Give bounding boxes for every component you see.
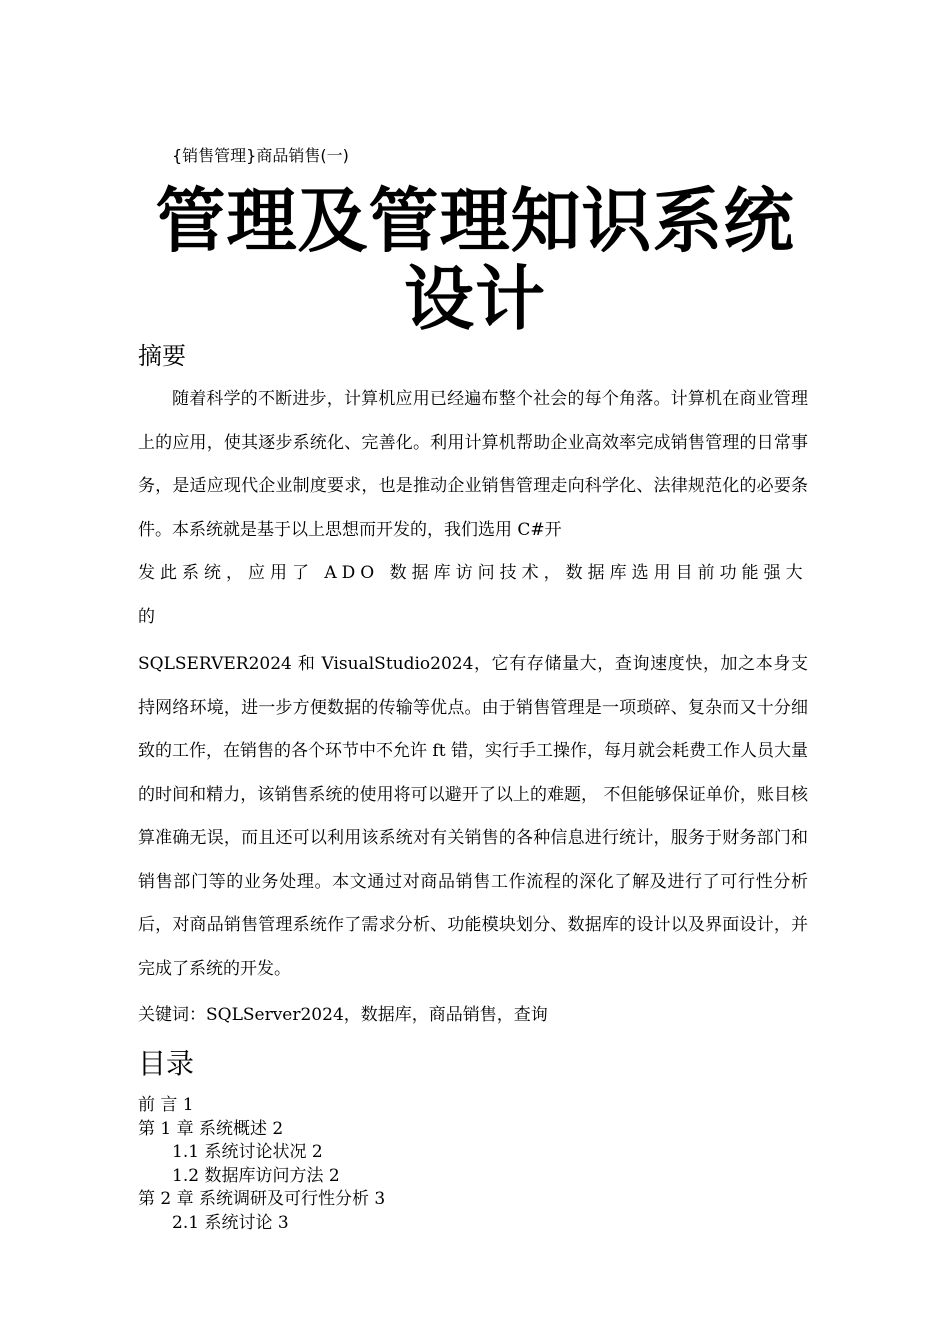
table-of-contents [138,1094,738,1235]
title-line-2: 设计 [404,258,546,340]
title-line-1: 管理及管理知识系统 [155,180,795,262]
abstract-heading: 摘要 [138,342,186,370]
keywords-line: 关键词：SQLServer2024，数据库，商品销售，查询 [138,1005,548,1025]
abstract-paragraph-1: 随着科学的不断进步，计算机应用已经遍布整个社会的每个角落。计算机在商业管理上的应用，使其逐步系统化、完善化。利用计算机帮助企业高效率完成销售管理的日常事务，是适应现代企业制度要求，也是推动企业销售管理走向科学化、法律规范化的必要条件。本系统就是基于以上思想而开发的，我们选用 C#开 [138,389,808,540]
abstract-body [138,378,808,991]
toc-item-1-2[interactable]: 1.2 数据库访问方法 2 [172,1165,340,1186]
toc-item-chapter-1[interactable]: 第 1 章 系统概述 2 [138,1118,284,1139]
abstract-paragraph-3: 的 [138,606,155,627]
toc-item-preface[interactable]: 前 言 1 [138,1095,194,1115]
abstract-paragraph-2: 发此系统，应用了 ADO 数据库访问技术，数据库选用目前功能强大 [138,563,808,583]
toc-item-1-1[interactable]: 1.1 系统讨论状况 2 [172,1142,323,1162]
main-title [110,182,840,338]
toc-heading: 目录 [138,1047,195,1080]
header-line: {销售管理}商品销售(一) [172,146,349,165]
toc-item-chapter-2[interactable]: 第 2 章 系统调研及可行性分析 3 [138,1189,386,1209]
toc-item-2-1[interactable]: 2.1 系统讨论 3 [172,1212,289,1233]
abstract-paragraph-4: SQLSERVER2024 和 VisualStudio2024，它有存储量大，查询速度快，加之本身支持网络环境，进一步方便数据的传输等优点。由于销售管理是一项琐碎、复杂而又十分细致的工作，在销售的各个环节中不允许 ft 错，实行手工操作，每月就会耗费工作人员大量的时间和精力，该销售系统的使用将可以避开了以上的难题， 不但能够保证单价，账目核算准确无误，而且还可以利用该系统对有关销售的各种信息进行统计，服务于财务部门和销售部门等的业务处理。本文通过对商品销售工作流程的深化了解及进行了可行性分析后，对商品销售管理系统作了需求分析、功能模块划分、数据库的设计以及界面设计，并完成了系统的开发。 [138,654,808,979]
